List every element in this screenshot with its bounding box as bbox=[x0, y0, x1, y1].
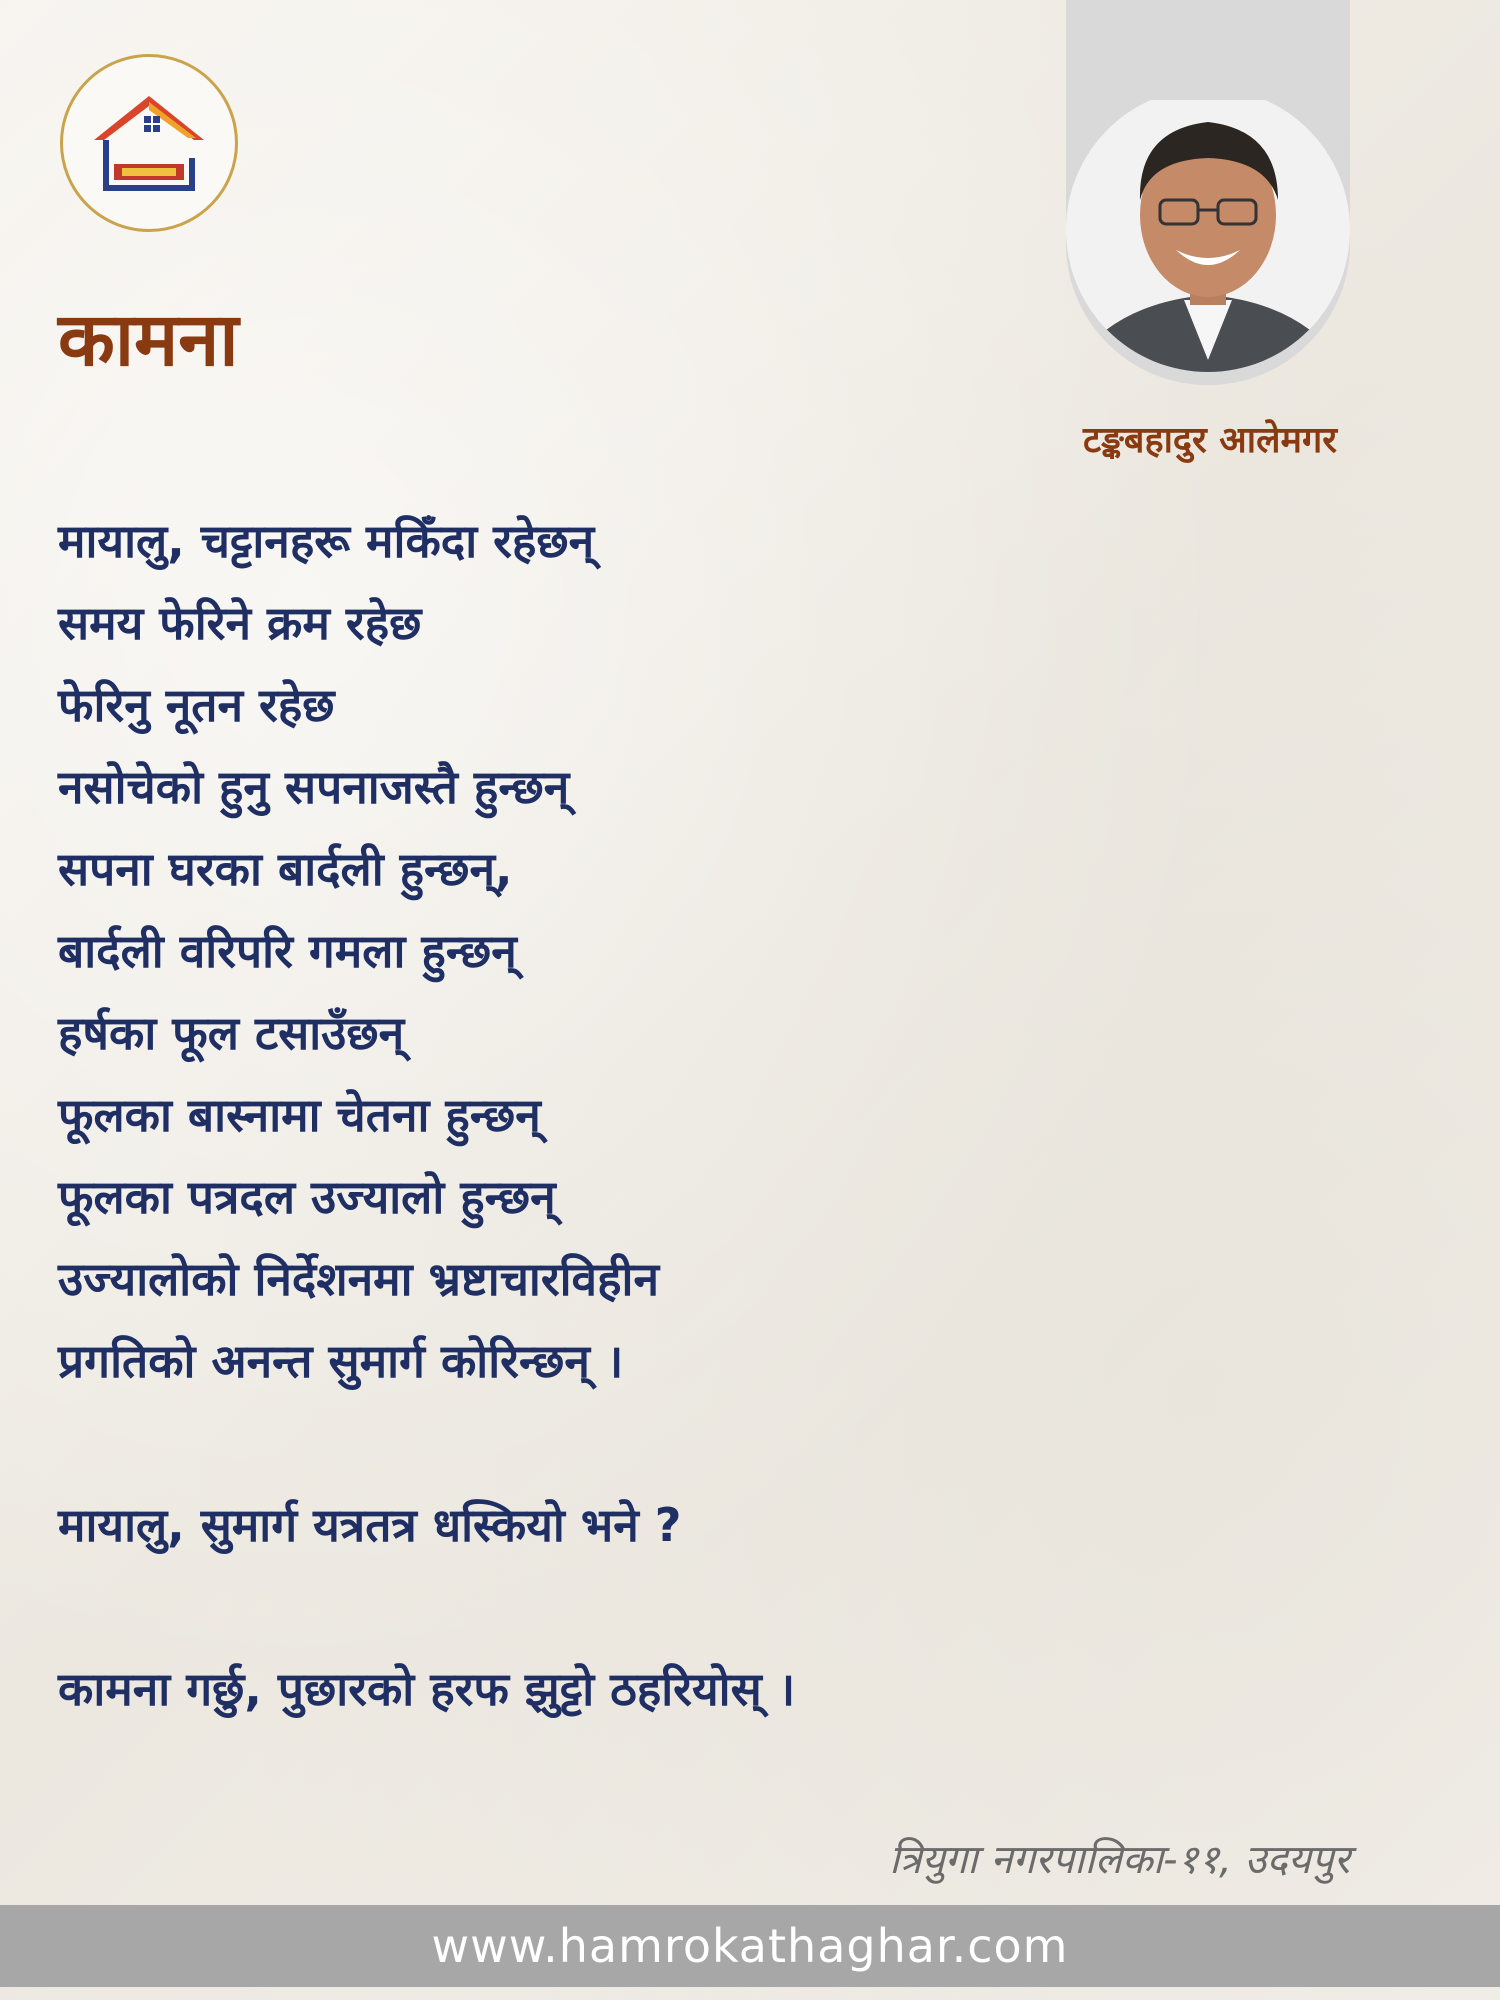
poem-line: सपना घरका बार्दली हुन्छन्, bbox=[58, 842, 513, 896]
poem-line: बार्दली वरिपरि गमला हुन्छन् bbox=[58, 924, 517, 978]
poem-line: कामना गर्छु, पुछारको हरफ झुट्टो ठहरियोस् । bbox=[58, 1662, 796, 1716]
poem-title: कामना bbox=[58, 297, 239, 383]
footer-bar bbox=[0, 1905, 1500, 1987]
poem-line: हर्षका फूल टसाउँछन् bbox=[58, 1006, 405, 1060]
author-location: त्रियुगा नगरपालिका-११, उदयपुर bbox=[889, 1837, 1350, 1883]
poem-stanza-2 bbox=[58, 1484, 1358, 1566]
poem-stanza-1 bbox=[58, 500, 1358, 1402]
poem-line: फेरिनु नूतन रहेछ bbox=[58, 678, 335, 732]
poem-stanza-3 bbox=[58, 1648, 1358, 1730]
poem-line: फूलका बास्नामा चेतना हुन्छन् bbox=[58, 1088, 541, 1142]
house-logo-icon bbox=[84, 88, 214, 198]
author-photo-panel bbox=[1066, 0, 1350, 385]
poem-line: समय फेरिने क्रम रहेछ bbox=[58, 596, 422, 650]
author-name: टङ्कबहादुर आलेमगर bbox=[1082, 420, 1338, 461]
site-logo bbox=[60, 54, 238, 232]
poem-body bbox=[58, 500, 1358, 1730]
poem-line: मायालु, सुमार्ग यत्रतत्र धस्कियो भने ? bbox=[58, 1498, 682, 1552]
poem-line: उज्यालोको निर्देशनमा भ्रष्टाचारविहीन bbox=[58, 1252, 660, 1306]
poem-line: फूलका पत्रदल उज्यालो हुन्छन् bbox=[58, 1170, 556, 1224]
website-link[interactable]: www.hamrokathaghar.com bbox=[431, 1919, 1069, 1973]
author-portrait bbox=[1066, 0, 1350, 385]
poem-line: प्रगतिको अनन्त सुमार्ग कोरिन्छन् । bbox=[58, 1334, 624, 1388]
poem-line: नसोचेको हुनु सपनाजस्तै हुन्छन् bbox=[58, 760, 570, 814]
poem-line: मायालु, चट्टानहरू मकिँदा रहेछन् bbox=[58, 514, 595, 568]
